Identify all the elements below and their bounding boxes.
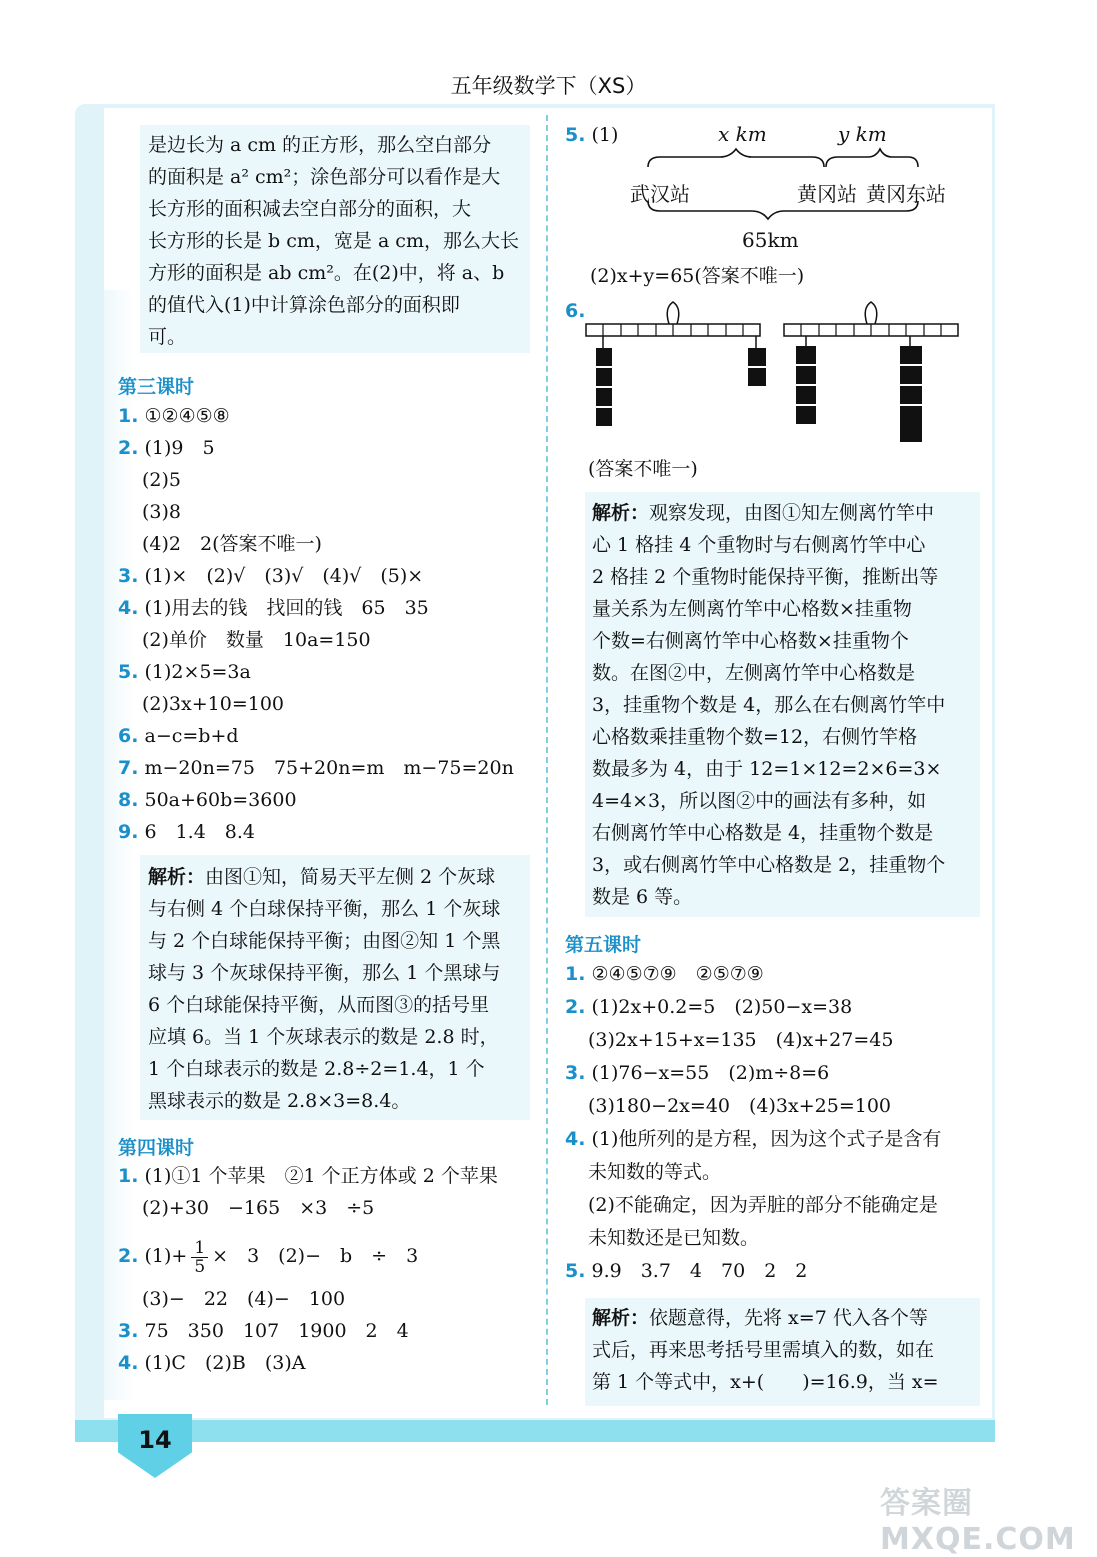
intro-line: 的值代入(1)中计算涂色部分的面积即 [148, 294, 460, 316]
question-number: 4. [118, 597, 139, 619]
answer-row [118, 403, 230, 429]
answer-text: (1)2×5=3a [144, 661, 251, 683]
answer-text: (4)2 2(答案不唯一) [142, 533, 322, 555]
question-number: 4. [118, 1352, 139, 1374]
answer-row [565, 961, 764, 987]
answer-text: (2)单价 数量 10a=150 [142, 629, 371, 651]
answer-row [565, 122, 618, 148]
analysis-line: 3，或右侧离竹竿中心格数是 2，挂重物个 [592, 854, 946, 876]
answer-text: (1)用去的钱 找回的钱 65 35 [144, 597, 429, 619]
fraction [191, 1239, 208, 1276]
intro-line: 的面积是 a² cm²；涂色部分可以看作是大 [148, 166, 501, 188]
answer-text: (3)180−2x=40 (4)3x+25=100 [588, 1095, 891, 1117]
diagram-x-label: x km [718, 122, 767, 146]
answer-row [118, 723, 239, 749]
brace-y [826, 149, 918, 167]
analysis-line: 应填 6。当 1 个灰球表示的数是 2.8 时， [148, 1026, 499, 1048]
analysis-line: 2 格挂 2 个重物时能保持平衡，推断出等 [592, 566, 939, 588]
balance-figure-1 [586, 302, 766, 426]
analysis-text: 依题意得，先将 x=7 代入各个等 [649, 1307, 928, 1329]
column-divider [546, 115, 548, 1405]
bottom-band [75, 1420, 995, 1442]
answer-row [118, 1350, 305, 1376]
answer-row [118, 787, 297, 813]
answer-row [118, 563, 423, 589]
analysis-line: 数最多为 4，由于 12=1×12=2×6=3× [592, 758, 942, 780]
question-number: 4. [565, 1128, 586, 1150]
answer-text: (3)8 [142, 501, 182, 523]
analysis-line [592, 1305, 928, 1331]
question-number: 2. [118, 437, 139, 459]
analysis-label: 解析： [592, 502, 650, 524]
answer-text: (1)2x+0.2=5 (2)50−x=38 [591, 996, 853, 1018]
answer-row [118, 659, 251, 685]
question-number: 5. [565, 1260, 586, 1282]
analysis-text: 观察发现，由图①知左侧离竹竿中 [649, 502, 935, 524]
diagram-total-label: 65km [742, 228, 799, 252]
answer-row [118, 819, 255, 845]
brace-x [648, 149, 824, 167]
analysis-line [148, 864, 495, 890]
question-number: 1. [118, 405, 139, 427]
analysis-label: 解析： [148, 866, 206, 888]
question-number: 2. [118, 1245, 139, 1267]
answer-row [118, 1163, 498, 1189]
watermark-logo: 答案圈 MXQE.COM [880, 1486, 1076, 1557]
question-number: 1. [118, 1165, 139, 1187]
answer-text: (1)76−x=55 (2)m÷8=6 [591, 1062, 830, 1084]
question-number: 7. [118, 757, 139, 779]
intro-line: 长方形的长是 b cm，宽是 a cm，那么大长 [148, 230, 519, 252]
diagram-y-label: y km [838, 122, 887, 146]
analysis-line: 1 个白球表示的数是 2.8÷2=1.4，1 个 [148, 1058, 485, 1080]
answer-text: ②④⑤⑦⑨ ②⑤⑦⑨ [591, 963, 764, 985]
analysis-line: 与 2 个白球能保持平衡；由图②知 1 个黑 [148, 930, 501, 952]
question-number: 5. [118, 661, 139, 683]
question-number: 3. [118, 565, 139, 587]
answer-row [565, 1060, 829, 1086]
station-huanggang: 黄冈站 [797, 182, 857, 206]
balance-figure-2 [784, 302, 958, 442]
answer-row [118, 435, 215, 461]
analysis-line [592, 500, 934, 526]
answer-text: (1)①1 个苹果 ②1 个正方体或 2 个苹果 [144, 1165, 498, 1187]
fraction-denominator: 5 [194, 1256, 206, 1277]
answer-text: (1) [591, 124, 619, 146]
analysis-line: 右侧离竹竿中心格数是 4，挂重物个数是 [592, 822, 934, 844]
question-number: 6. [565, 300, 586, 322]
fraction-numerator: 1 [191, 1239, 208, 1258]
answer-text: 50a+60b=3600 [144, 789, 297, 811]
answer-text: (2)不能确定，因为弄脏的部分不能确定是 [588, 1194, 938, 1216]
analysis-line: 数是 6 等。 [592, 886, 693, 908]
section-title-lesson5: 第五课时 [565, 934, 642, 956]
analysis-line: 量关系为左侧离竹竿中心格数×挂重物 [592, 598, 912, 620]
page-number: 14 [138, 1426, 172, 1454]
question-number: 3. [118, 1320, 139, 1342]
answer-text: (2)5 [142, 469, 182, 491]
answer-text: (3)2x+15+x=135 (4)x+27=45 [588, 1029, 894, 1051]
station-huanggang-east: 黄冈东站 [866, 182, 946, 206]
analysis-text: 由图①知，简易天平左侧 2 个灰球 [205, 866, 496, 888]
question-number: 3. [565, 1062, 586, 1084]
analysis-line: 数。在图②中，左侧离竹竿中心格数是 [592, 662, 916, 684]
question-number: 8. [118, 789, 139, 811]
intro-line: 方形的面积是 ab cm²。在(2)中，将 a、b [148, 262, 505, 284]
answer-text: (2)x+y=65(答案不唯一) [590, 265, 805, 287]
question-number: 2. [565, 996, 586, 1018]
analysis-line: 黑球表示的数是 2.8×3=8.4。 [148, 1090, 411, 1112]
answer-text: 未知数还是已知数。 [588, 1227, 760, 1249]
question-number: 9. [118, 821, 139, 843]
question-number: 1. [565, 963, 586, 985]
question-number: 5. [565, 124, 586, 146]
answer-text: (1)9 5 [144, 437, 215, 459]
analysis-line: 球与 3 个灰球保持平衡，那么 1 个黑球与 [148, 962, 501, 984]
answer-row [565, 1126, 941, 1152]
analysis-line: 6 个白球能保持平衡，从而图③的括号里 [148, 994, 490, 1016]
answer-row [118, 755, 514, 781]
answer-row [118, 1318, 409, 1344]
answer-text: (1)+ [144, 1245, 188, 1267]
balance-figures [580, 296, 970, 446]
answer-text: × 3 (2)− b ÷ 3 [212, 1245, 419, 1267]
analysis-line: 式后，再来思考括号里需填入的数，如在 [592, 1339, 935, 1361]
answer-text: (1)× (2)√ (3)√ (4)√ (5)× [144, 565, 424, 587]
answer-text: (2)+30 −165 ×3 ÷5 [142, 1197, 375, 1219]
answer-row [565, 994, 852, 1020]
intro-line: 是边长为 a cm 的正方形，那么空白部分 [148, 134, 492, 156]
analysis-label: 解析： [592, 1307, 650, 1329]
answer-text: (2)3x+10=100 [142, 693, 284, 715]
question-number: 6. [118, 725, 139, 747]
answer-row [565, 1258, 807, 1284]
analysis-line: 第 1 个等式中，x+( )=16.9，当 x= [592, 1371, 939, 1393]
analysis-line: 心格数乘挂重物个数=12，右侧竹竿格 [592, 726, 918, 748]
answer-text: 未知数的等式。 [588, 1161, 722, 1183]
analysis-line: 心 1 格挂 4 个重物时与右侧离竹竿中心 [592, 534, 926, 556]
station-wuhan: 武汉站 [630, 182, 690, 206]
answer-note: (答案不唯一) [588, 458, 698, 480]
answer-text: (1)C (2)B (3)A [144, 1352, 306, 1374]
answer-text: (1)他所列的是方程，因为这个式子是含有 [591, 1128, 942, 1150]
analysis-line: 4=4×3，所以图②中的画法有多种，如 [592, 790, 927, 812]
answer-row [118, 595, 429, 621]
answer-row [118, 1236, 418, 1276]
intro-line: 可。 [148, 326, 187, 348]
section-title-lesson4: 第四课时 [118, 1137, 195, 1159]
answer-text: (3)− 22 (4)− 100 [142, 1288, 346, 1310]
answer-text: ①②④⑤⑧ [144, 405, 230, 427]
analysis-line: 与右侧 4 个白球保持平衡，那么 1 个灰球 [148, 898, 501, 920]
analysis-line: 3，挂重物个数是 4，那么在右侧离竹竿中 [592, 694, 946, 716]
answer-text: m−20n=75 75+20n=m m−75=20n [144, 757, 514, 779]
answer-text: 9.9 3.7 4 70 2 2 [591, 1260, 808, 1282]
answer-text: 6 1.4 8.4 [144, 821, 256, 843]
intro-line: 长方形的面积减去空白部分的面积，大 [148, 198, 472, 220]
analysis-line: 个数=右侧离竹竿中心格数×挂重物个 [592, 630, 909, 652]
answer-text: 75 350 107 1900 2 4 [144, 1320, 409, 1342]
answer-text: a−c=b+d [144, 725, 239, 747]
page-header: 五年级数学下（XS） [450, 74, 647, 98]
section-title-lesson3: 第三课时 [118, 376, 195, 398]
